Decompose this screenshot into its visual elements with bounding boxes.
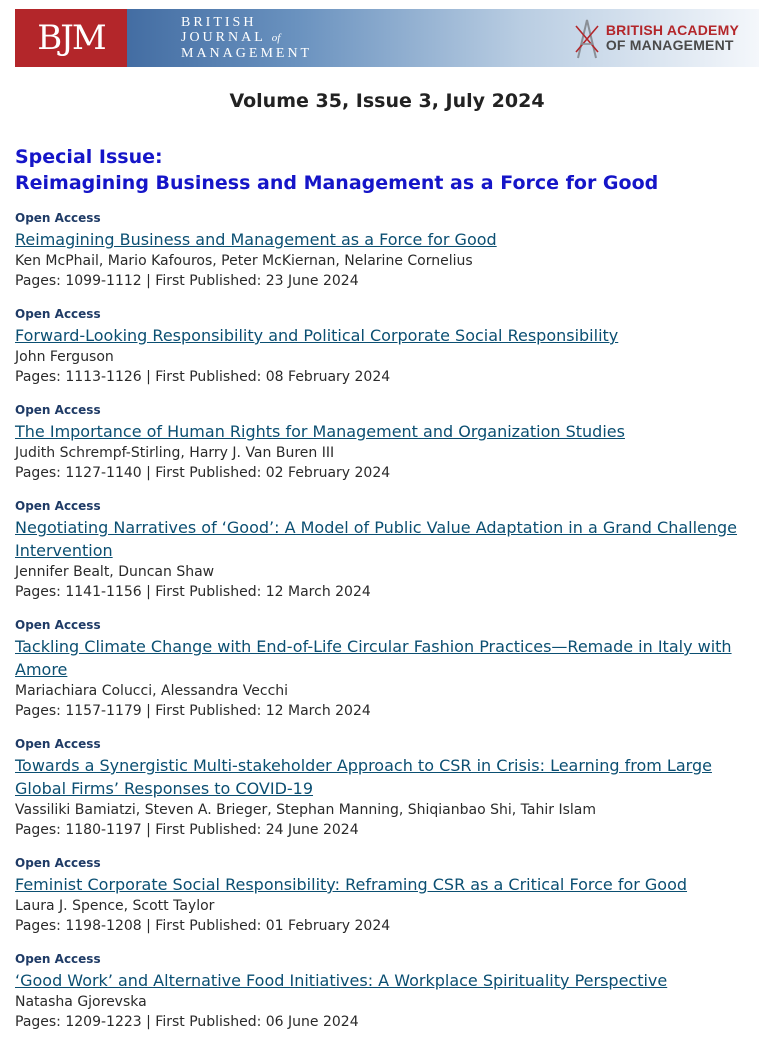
article-authors: Laura J. Spence, Scott Taylor — [15, 898, 215, 914]
article-pages-date: Pages: 1127-1140 | First Published: 02 February 2024 — [15, 465, 391, 481]
special-issue-title: Reimagining Business and Management as a Force for Good — [15, 172, 659, 194]
article-title-link[interactable]: Negotiating Narratives of ‘Good’: A Model of Public Value Adaptation in a Grand Challenge Intervention — [15, 518, 738, 560]
article-authors: Ken McPhail, Mario Kafouros, Peter McKiernan, Nelarine Cornelius — [15, 253, 473, 269]
article-title-link[interactable]: Feminist Corporate Social Responsibility: Reframing CSR as a Critical Force for Good — [15, 875, 688, 894]
article-title-link[interactable]: Reimagining Business and Management as a Force for Good — [15, 230, 497, 249]
open-access-label: Open Access — [15, 499, 101, 513]
article-item — [15, 734, 760, 840]
open-access-label: Open Access — [15, 737, 101, 751]
special-issue-heading — [15, 144, 658, 196]
article-authors: Vassiliki Bamiatzi, Steven A. Brieger, Stephan Manning, Shiqianbao Shi, Tahir Islam — [15, 802, 596, 818]
article-title-link[interactable]: Tackling Climate Change with End-of-Life Circular Fashion Practices—Remade in Italy with Amore — [15, 637, 732, 679]
article-title-link[interactable]: Towards a Synergistic Multi-stakeholder Approach to CSR in Crisis: Learning from Large Global Firms’ Responses to COVID-19 — [15, 756, 712, 798]
academy-emblem-icon — [574, 16, 600, 60]
article-authors: Jennifer Bealt, Duncan Shaw — [15, 564, 215, 580]
bjm-logo — [15, 9, 127, 67]
article-pages-date: Pages: 1157-1179 | First Published: 12 March 2024 — [15, 703, 371, 719]
article-pages-date: Pages: 1141-1156 | First Published: 12 March 2024 — [15, 584, 371, 600]
open-access-label: Open Access — [15, 211, 101, 225]
journal-name-line2 — [181, 30, 312, 46]
article-authors: Natasha Gjorevska — [15, 994, 147, 1010]
journal-name-journal: JOURNAL — [181, 30, 266, 45]
bjm-logo-text: BJM — [37, 18, 105, 58]
journal-name-line3: MANAGEMENT — [181, 46, 313, 61]
article-authors: John Ferguson — [15, 349, 114, 365]
article-item — [15, 949, 760, 1032]
article-item — [15, 208, 760, 291]
academy-logo — [574, 9, 759, 67]
article-item — [15, 304, 760, 387]
open-access-label: Open Access — [15, 403, 101, 417]
article-title-link[interactable]: The Importance of Human Rights for Management and Organization Studies — [15, 422, 625, 441]
issue-heading: Volume 35, Issue 3, July 2024 — [229, 90, 545, 112]
academy-name — [606, 23, 739, 53]
open-access-label: Open Access — [15, 952, 101, 966]
article-pages-date: Pages: 1099-1112 | First Published: 23 June 2024 — [15, 273, 359, 289]
journal-name-line1: BRITISH — [181, 15, 257, 30]
article-item — [15, 400, 760, 483]
open-access-label: Open Access — [15, 307, 101, 321]
special-issue-label: Special Issue: — [15, 146, 163, 168]
article-authors: Judith Schrempf-Stirling, Harry J. Van Buren III — [15, 445, 335, 461]
article-item — [15, 615, 760, 721]
article-list — [15, 208, 760, 1045]
article-title-link[interactable]: Forward-Looking Responsibility and Political Corporate Social Responsibility — [15, 326, 619, 345]
open-access-label: Open Access — [15, 618, 101, 632]
open-access-label: Open Access — [15, 856, 101, 870]
journal-name — [127, 9, 312, 67]
journal-banner — [15, 9, 759, 67]
academy-name-line2: OF MANAGEMENT — [605, 37, 734, 53]
article-item — [15, 853, 760, 936]
article-pages-date: Pages: 1180-1197 | First Published: 24 June 2024 — [15, 822, 359, 838]
article-title-link[interactable]: ‘Good Work’ and Alternative Food Initiatives: A Workplace Spirituality Perspective — [15, 971, 668, 990]
article-item — [15, 496, 760, 602]
article-pages-date: Pages: 1198-1208 | First Published: 01 February 2024 — [15, 918, 391, 934]
article-authors: Mariachiara Colucci, Alessandra Vecchi — [15, 683, 289, 699]
article-pages-date: Pages: 1209-1223 | First Published: 06 June 2024 — [15, 1014, 359, 1030]
journal-name-of: of — [271, 32, 281, 44]
academy-name-line1: BRITISH ACADEMY — [605, 22, 739, 38]
article-pages-date: Pages: 1113-1126 | First Published: 08 February 2024 — [15, 369, 391, 385]
